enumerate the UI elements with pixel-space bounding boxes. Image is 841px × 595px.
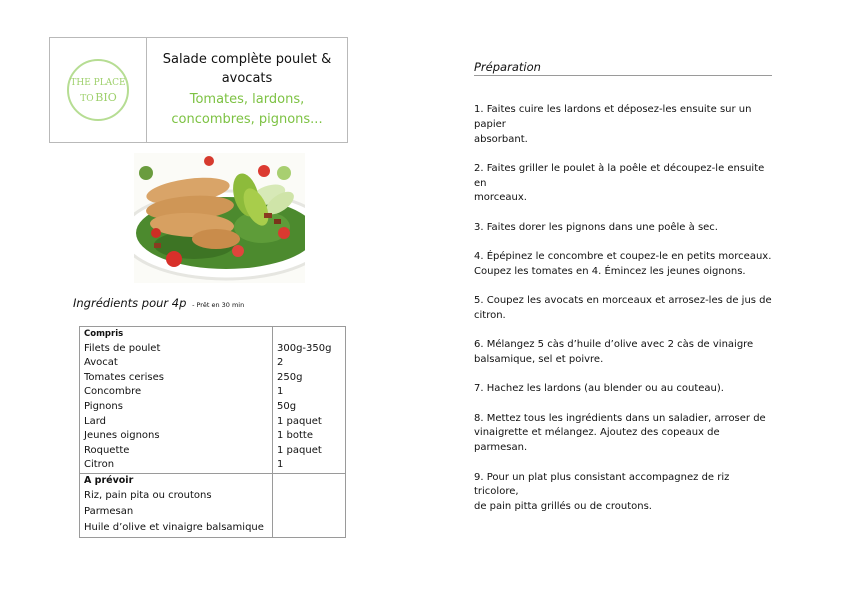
ingredient-qty: 50g [273, 400, 346, 415]
ingredient-qty: 1 [273, 385, 346, 400]
table-row [80, 521, 346, 538]
step-line: 5. Coupez les avocats en morceaux et arrosez-les de jus de [474, 295, 772, 307]
empty-cell [273, 327, 346, 342]
recipe-title-line-1: Salade complète poulet & [162, 52, 332, 67]
recipe-title-line-2: avocats [221, 71, 273, 86]
ingredient-name: Avocat [80, 356, 273, 371]
preparation-step [474, 221, 774, 236]
preparation-step [474, 471, 774, 515]
ingredient-qty: 1 [273, 458, 346, 473]
ingredient-name: Filets de poulet [80, 342, 273, 357]
preparation-step [474, 338, 774, 368]
step-line: 1. Faites cuire les lardons et déposez-les ensuite sur un [474, 104, 752, 115]
preparation-step [474, 103, 774, 147]
ingredient-name: Jeunes oignons [80, 429, 273, 444]
empty-cell [273, 489, 346, 505]
extra-item: Riz, pain pita ou croutons [80, 489, 273, 505]
ingredient-name: Lard [80, 415, 273, 430]
svg-text:TO: TO [80, 94, 94, 104]
step-line: citron. [474, 309, 506, 321]
empty-cell [273, 473, 346, 488]
recipe-subtitle-line-2: concombres, pignons... [171, 112, 323, 127]
extra-item: Parmesan [80, 505, 273, 521]
extra-item: Huile d’olive et vinaigre balsamique [80, 521, 273, 538]
step-line: papier [474, 118, 506, 130]
title-cell [147, 38, 347, 142]
step-line: balsamique, sel et poivre. [474, 354, 604, 366]
ingredient-name: Concombre [80, 385, 273, 400]
table-row [80, 385, 346, 400]
table-row [80, 489, 346, 505]
the-place-to-bio-logo [65, 57, 131, 123]
table-row [80, 371, 346, 386]
ingredient-qty: 2 [273, 356, 346, 371]
step-line: 6. Mélangez 5 càs d’huile d’olive avec 2 càs de vinaigre [474, 339, 754, 351]
recipe-subtitle-line-1: Tomates, lardons, [189, 92, 305, 107]
ingredient-qty: 1 paquet [273, 444, 346, 459]
preparation-steps [474, 103, 774, 529]
prep-time-note: - Prêt en 30 min [192, 301, 245, 309]
ingredients-heading [73, 296, 244, 310]
step-line: en [474, 177, 487, 189]
table-row [80, 342, 346, 357]
logo-cell [50, 38, 147, 142]
preparation-step [474, 250, 774, 280]
step-line: Coupez les tomates en 4. Émincez les jeunes oignons. [474, 265, 746, 277]
table-row [80, 327, 346, 342]
svg-text:THE PLACE: THE PLACE [70, 78, 126, 88]
step-line: 7. Hachez les lardons (au blender ou au couteau). [474, 383, 724, 395]
step-line: morceaux. [474, 192, 527, 204]
ingredients-heading-text: Ingrédients pour 4p [73, 296, 187, 310]
recipe-subtitle [171, 90, 322, 130]
ingredient-qty: 1 botte [273, 429, 346, 444]
empty-cell [273, 505, 346, 521]
preparation-step [474, 382, 774, 397]
preparation-step [474, 412, 774, 456]
ingredient-name: Roquette [80, 444, 273, 459]
ingredient-name: Tomates cerises [80, 371, 273, 386]
table-row [80, 458, 346, 473]
step-line: 9. Pour un plat plus consistant accompagnez de riz tricolore, [474, 471, 730, 498]
step-line: absorbant. [474, 133, 528, 145]
recipe-header [49, 37, 348, 143]
table-row [80, 415, 346, 430]
step-line: 8. Mettez tous les ingrédients dans un saladier, arroser de [474, 412, 766, 424]
preparation-step [474, 294, 774, 324]
ingredient-qty: 300g-350g [273, 342, 346, 357]
step-line: vinaigrette et mélangez. Ajoutez des copeaux de parmesan. [474, 427, 720, 454]
preparation-step [474, 162, 774, 206]
table-row [80, 429, 346, 444]
salad-photo [134, 153, 305, 283]
step-line: 3. Faites dorer les pignons dans une poêle à sec. [474, 221, 718, 233]
step-line: 4. Épépinez le concombre et coupez-le en petits morceaux. [474, 251, 772, 263]
step-line: de pain pitta grillés ou de croutons. [474, 501, 652, 513]
included-label: Compris [80, 327, 273, 342]
ingredient-qty: 1 paquet [273, 415, 346, 430]
table-row [80, 400, 346, 415]
ingredient-name: Pignons [80, 400, 273, 415]
table-row [80, 444, 346, 459]
preparation-title: Préparation [474, 60, 772, 76]
ingredients-table [79, 326, 346, 538]
ingredient-name: Citron [80, 458, 273, 473]
table-row [80, 505, 346, 521]
svg-text:BIO: BIO [95, 91, 117, 104]
extras-label: A prévoir [80, 473, 273, 488]
ingredient-qty: 250g [273, 371, 346, 386]
table-row [80, 473, 346, 488]
table-row [80, 356, 346, 371]
empty-cell [273, 521, 346, 538]
step-line: 2. Faites griller le poulet à la poêle et découpez-le ensuite [474, 162, 765, 174]
recipe-title [163, 50, 331, 88]
